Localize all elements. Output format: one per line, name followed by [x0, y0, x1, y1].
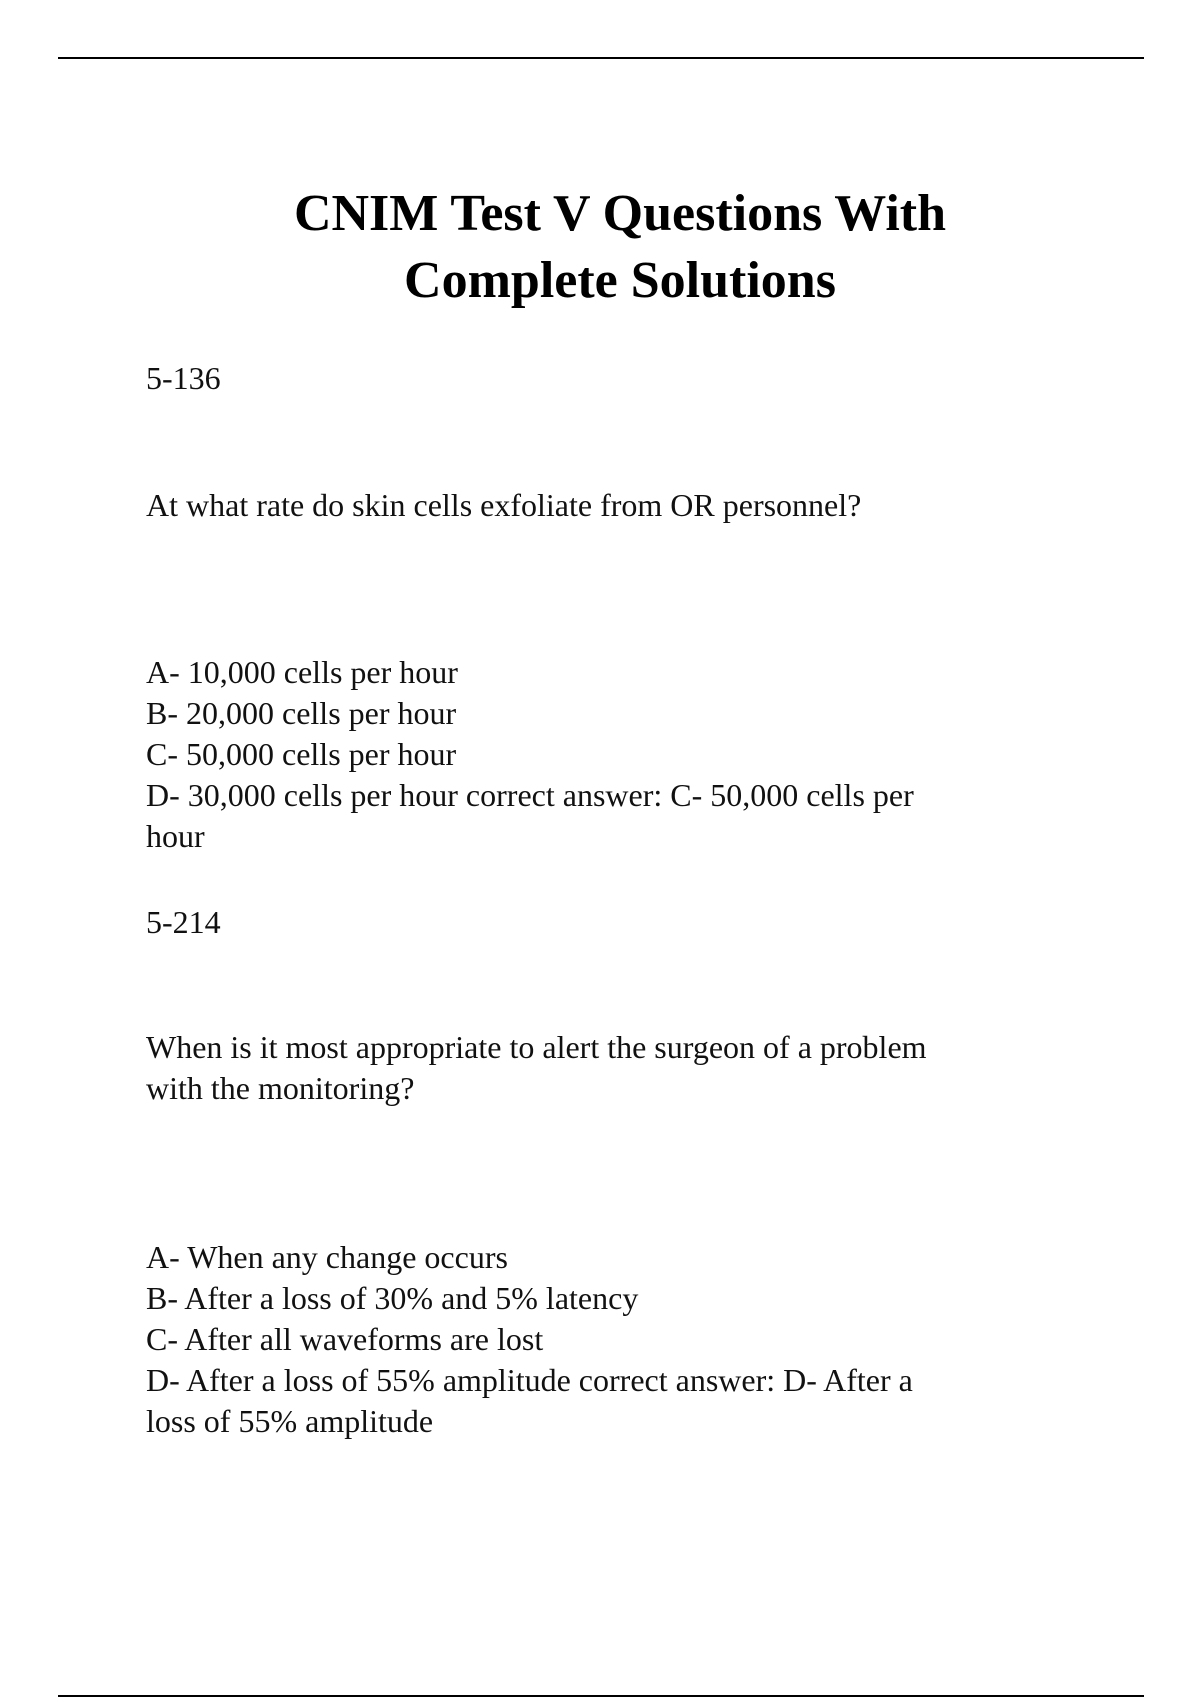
- question-number: [146, 358, 1046, 399]
- option-line: B- After a loss of 30% and 5% latency: [146, 1280, 639, 1316]
- question-number-label: 5-214: [146, 904, 221, 940]
- question-text: [146, 485, 1046, 526]
- question-number: [146, 902, 1046, 943]
- option-line: A- When any change occurs: [146, 1239, 508, 1275]
- answer-options: [146, 652, 1046, 857]
- title-line: CNIM Test V Questions With: [293, 185, 947, 242]
- question-number-label: 5-136: [146, 360, 221, 396]
- question-line: At what rate do skin cells exfoliate from OR personnel?: [146, 487, 862, 523]
- option-line: loss of 55% amplitude: [146, 1403, 434, 1439]
- bottom-rule: [58, 1695, 1144, 1697]
- option-line: hour: [146, 818, 205, 854]
- title-line: Complete Solutions: [404, 252, 836, 309]
- option-line: D- 30,000 cells per hour correct answer: C- 50,000 cells per: [146, 777, 914, 813]
- top-rule: [58, 57, 1144, 59]
- answer-options: [146, 1237, 1046, 1442]
- option-line: C- After all waveforms are lost: [146, 1321, 544, 1357]
- question-text: [146, 1027, 1046, 1109]
- option-line: A- 10,000 cells per hour: [146, 654, 458, 690]
- document-title: [140, 180, 1100, 314]
- question-line: When is it most appropriate to alert the surgeon of a problem: [146, 1029, 927, 1065]
- question-line: with the monitoring?: [146, 1070, 415, 1106]
- option-line: C- 50,000 cells per hour: [146, 736, 457, 772]
- option-line: B- 20,000 cells per hour: [146, 695, 457, 731]
- option-line: D- After a loss of 55% amplitude correct answer: D- After a: [146, 1362, 913, 1398]
